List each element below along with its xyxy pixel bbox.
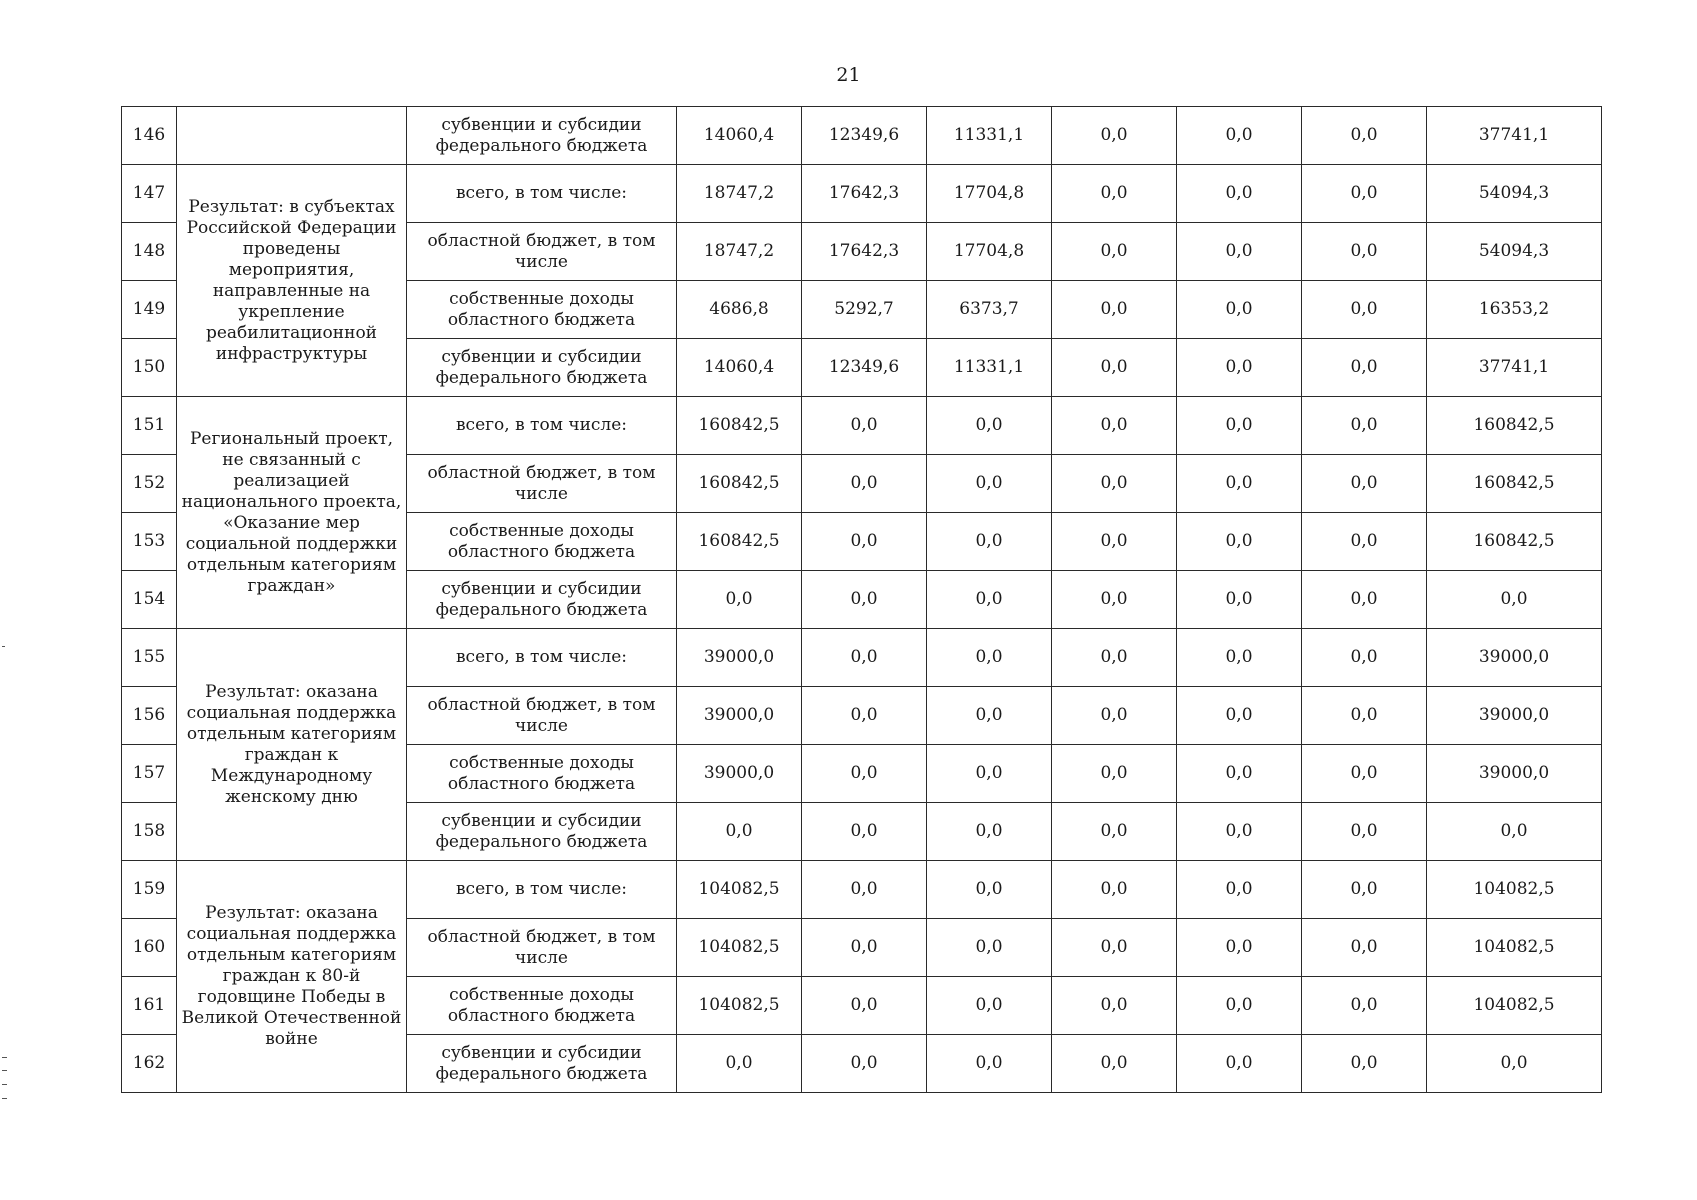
year-value: 0,0 xyxy=(802,455,927,513)
year-value: 0,0 xyxy=(1177,629,1302,687)
year-value: 0,0 xyxy=(927,513,1052,571)
activity-description: Результат: в субъектах Российской Федерации проведены мероприятия, направленные на укрепление реабилитационной инфраструктуры xyxy=(177,165,407,397)
total-value: 37741,1 xyxy=(1427,339,1602,397)
funding-source: субвенции и субсидии федерального бюджета xyxy=(407,1035,677,1093)
row-number: 154 xyxy=(122,571,177,629)
year-value: 11331,1 xyxy=(927,107,1052,165)
funding-source: областной бюджет, в том числе xyxy=(407,919,677,977)
year-value: 14060,4 xyxy=(677,107,802,165)
year-value: 0,0 xyxy=(1177,1035,1302,1093)
year-value: 0,0 xyxy=(1177,281,1302,339)
year-value: 0,0 xyxy=(802,1035,927,1093)
funding-source: субвенции и субсидии федерального бюджета xyxy=(407,803,677,861)
year-value: 0,0 xyxy=(1302,977,1427,1035)
activity-description: Региональный проект, не связанный с реализацией национального проекта, «Оказание мер социальной поддержки отдельным категориям граждан» xyxy=(177,397,407,629)
funding-source: субвенции и субсидии федерального бюджета xyxy=(407,339,677,397)
total-value: 0,0 xyxy=(1427,803,1602,861)
year-value: 0,0 xyxy=(1052,687,1177,745)
funding-source: всего, в том числе: xyxy=(407,629,677,687)
table-body xyxy=(122,107,1602,1093)
year-value: 0,0 xyxy=(1052,629,1177,687)
total-value: 37741,1 xyxy=(1427,107,1602,165)
year-value: 0,0 xyxy=(927,977,1052,1035)
year-value: 0,0 xyxy=(1052,107,1177,165)
row-number: 156 xyxy=(122,687,177,745)
year-value: 160842,5 xyxy=(677,397,802,455)
year-value: 18747,2 xyxy=(677,223,802,281)
year-value: 0,0 xyxy=(1177,397,1302,455)
total-value: 0,0 xyxy=(1427,571,1602,629)
funding-source: областной бюджет, в том числе xyxy=(407,223,677,281)
row-number: 146 xyxy=(122,107,177,165)
year-value: 0,0 xyxy=(1302,281,1427,339)
row-number: 153 xyxy=(122,513,177,571)
year-value: 0,0 xyxy=(1302,107,1427,165)
year-value: 0,0 xyxy=(927,571,1052,629)
year-value: 0,0 xyxy=(1052,571,1177,629)
year-value: 0,0 xyxy=(802,513,927,571)
year-value: 0,0 xyxy=(1052,513,1177,571)
margin-mark xyxy=(2,646,5,647)
year-value: 0,0 xyxy=(927,861,1052,919)
year-value: 17642,3 xyxy=(802,223,927,281)
total-value: 54094,3 xyxy=(1427,223,1602,281)
activity-description xyxy=(177,107,407,165)
page-number: 21 xyxy=(836,64,861,86)
row-number: 157 xyxy=(122,745,177,803)
total-value: 104082,5 xyxy=(1427,919,1602,977)
year-value: 0,0 xyxy=(802,919,927,977)
funding-source: собственные доходы областного бюджета xyxy=(407,745,677,803)
year-value: 0,0 xyxy=(802,687,927,745)
year-value: 0,0 xyxy=(1052,803,1177,861)
funding-source: всего, в том числе: xyxy=(407,397,677,455)
year-value: 39000,0 xyxy=(677,629,802,687)
year-value: 0,0 xyxy=(1177,339,1302,397)
row-number: 161 xyxy=(122,977,177,1035)
year-value: 0,0 xyxy=(1052,397,1177,455)
row-number: 162 xyxy=(122,1035,177,1093)
year-value: 0,0 xyxy=(1052,339,1177,397)
table-row xyxy=(122,861,1602,919)
margin-mark xyxy=(2,1098,7,1099)
year-value: 0,0 xyxy=(927,397,1052,455)
year-value: 0,0 xyxy=(1052,1035,1177,1093)
year-value: 0,0 xyxy=(1302,1035,1427,1093)
funding-source: областной бюджет, в том числе xyxy=(407,687,677,745)
year-value: 0,0 xyxy=(1177,803,1302,861)
year-value: 0,0 xyxy=(802,977,927,1035)
year-value: 0,0 xyxy=(1302,629,1427,687)
margin-mark xyxy=(2,1070,7,1071)
year-value: 39000,0 xyxy=(677,687,802,745)
year-value: 39000,0 xyxy=(677,745,802,803)
row-number: 159 xyxy=(122,861,177,919)
year-value: 14060,4 xyxy=(677,339,802,397)
year-value: 104082,5 xyxy=(677,977,802,1035)
year-value: 0,0 xyxy=(1302,861,1427,919)
year-value: 0,0 xyxy=(1177,455,1302,513)
row-number: 160 xyxy=(122,919,177,977)
year-value: 0,0 xyxy=(927,919,1052,977)
year-value: 17642,3 xyxy=(802,165,927,223)
year-value: 0,0 xyxy=(1177,861,1302,919)
year-value: 0,0 xyxy=(927,1035,1052,1093)
row-number: 152 xyxy=(122,455,177,513)
activity-description: Результат: оказана социальная поддержка отдельным категориям граждан к 80-й годовщине Победы в Великой Отечественной войне xyxy=(177,861,407,1093)
year-value: 0,0 xyxy=(1177,977,1302,1035)
year-value: 0,0 xyxy=(802,397,927,455)
total-value: 39000,0 xyxy=(1427,687,1602,745)
year-value: 0,0 xyxy=(1302,397,1427,455)
table-row xyxy=(122,397,1602,455)
year-value: 0,0 xyxy=(802,861,927,919)
year-value: 0,0 xyxy=(802,803,927,861)
total-value: 160842,5 xyxy=(1427,455,1602,513)
table-row xyxy=(122,107,1602,165)
funding-source: всего, в том числе: xyxy=(407,165,677,223)
year-value: 18747,2 xyxy=(677,165,802,223)
year-value: 12349,6 xyxy=(802,107,927,165)
year-value: 0,0 xyxy=(1177,513,1302,571)
year-value: 104082,5 xyxy=(677,861,802,919)
year-value: 0,0 xyxy=(1302,571,1427,629)
funding-source: областной бюджет, в том числе xyxy=(407,455,677,513)
funding-source: собственные доходы областного бюджета xyxy=(407,513,677,571)
year-value: 0,0 xyxy=(1177,165,1302,223)
year-value: 0,0 xyxy=(1052,455,1177,513)
budget-table xyxy=(121,106,1602,1093)
year-value: 0,0 xyxy=(1302,455,1427,513)
total-value: 54094,3 xyxy=(1427,165,1602,223)
row-number: 148 xyxy=(122,223,177,281)
row-number: 149 xyxy=(122,281,177,339)
total-value: 160842,5 xyxy=(1427,397,1602,455)
activity-description: Результат: оказана социальная поддержка отдельным категориям граждан к Международному женскому дню xyxy=(177,629,407,861)
total-value: 104082,5 xyxy=(1427,977,1602,1035)
margin-mark xyxy=(2,1084,7,1085)
year-value: 0,0 xyxy=(1302,745,1427,803)
year-value: 104082,5 xyxy=(677,919,802,977)
year-value: 0,0 xyxy=(1052,919,1177,977)
year-value: 0,0 xyxy=(1302,513,1427,571)
row-number: 151 xyxy=(122,397,177,455)
year-value: 0,0 xyxy=(1302,919,1427,977)
year-value: 160842,5 xyxy=(677,455,802,513)
row-number: 158 xyxy=(122,803,177,861)
year-value: 0,0 xyxy=(927,745,1052,803)
total-value: 39000,0 xyxy=(1427,745,1602,803)
year-value: 0,0 xyxy=(927,803,1052,861)
year-value: 11331,1 xyxy=(927,339,1052,397)
year-value: 0,0 xyxy=(1302,165,1427,223)
year-value: 0,0 xyxy=(1052,165,1177,223)
year-value: 160842,5 xyxy=(677,513,802,571)
year-value: 4686,8 xyxy=(677,281,802,339)
total-value: 16353,2 xyxy=(1427,281,1602,339)
funding-source: всего, в том числе: xyxy=(407,861,677,919)
year-value: 0,0 xyxy=(1177,919,1302,977)
year-value: 17704,8 xyxy=(927,223,1052,281)
year-value: 0,0 xyxy=(802,571,927,629)
row-number: 150 xyxy=(122,339,177,397)
year-value: 0,0 xyxy=(1177,107,1302,165)
year-value: 0,0 xyxy=(1177,571,1302,629)
year-value: 0,0 xyxy=(1302,223,1427,281)
year-value: 0,0 xyxy=(1177,745,1302,803)
year-value: 0,0 xyxy=(802,629,927,687)
total-value: 160842,5 xyxy=(1427,513,1602,571)
year-value: 0,0 xyxy=(927,629,1052,687)
year-value: 6373,7 xyxy=(927,281,1052,339)
margin-mark xyxy=(2,1057,7,1058)
year-value: 0,0 xyxy=(1052,281,1177,339)
year-value: 0,0 xyxy=(1302,339,1427,397)
year-value: 0,0 xyxy=(1052,223,1177,281)
row-number: 155 xyxy=(122,629,177,687)
year-value: 0,0 xyxy=(1052,861,1177,919)
funding-source: субвенции и субсидии федерального бюджета xyxy=(407,107,677,165)
year-value: 5292,7 xyxy=(802,281,927,339)
year-value: 0,0 xyxy=(1302,687,1427,745)
year-value: 0,0 xyxy=(927,687,1052,745)
year-value: 0,0 xyxy=(802,745,927,803)
year-value: 0,0 xyxy=(1177,687,1302,745)
row-number: 147 xyxy=(122,165,177,223)
year-value: 0,0 xyxy=(677,803,802,861)
total-value: 104082,5 xyxy=(1427,861,1602,919)
funding-source: собственные доходы областного бюджета xyxy=(407,977,677,1035)
total-value: 39000,0 xyxy=(1427,629,1602,687)
year-value: 0,0 xyxy=(1052,745,1177,803)
year-value: 0,0 xyxy=(1177,223,1302,281)
year-value: 17704,8 xyxy=(927,165,1052,223)
year-value: 0,0 xyxy=(1302,803,1427,861)
table-row xyxy=(122,629,1602,687)
table-row xyxy=(122,165,1602,223)
year-value: 0,0 xyxy=(677,571,802,629)
funding-source: собственные доходы областного бюджета xyxy=(407,281,677,339)
year-value: 0,0 xyxy=(677,1035,802,1093)
total-value: 0,0 xyxy=(1427,1035,1602,1093)
year-value: 0,0 xyxy=(927,455,1052,513)
funding-source: субвенции и субсидии федерального бюджета xyxy=(407,571,677,629)
year-value: 0,0 xyxy=(1052,977,1177,1035)
year-value: 12349,6 xyxy=(802,339,927,397)
